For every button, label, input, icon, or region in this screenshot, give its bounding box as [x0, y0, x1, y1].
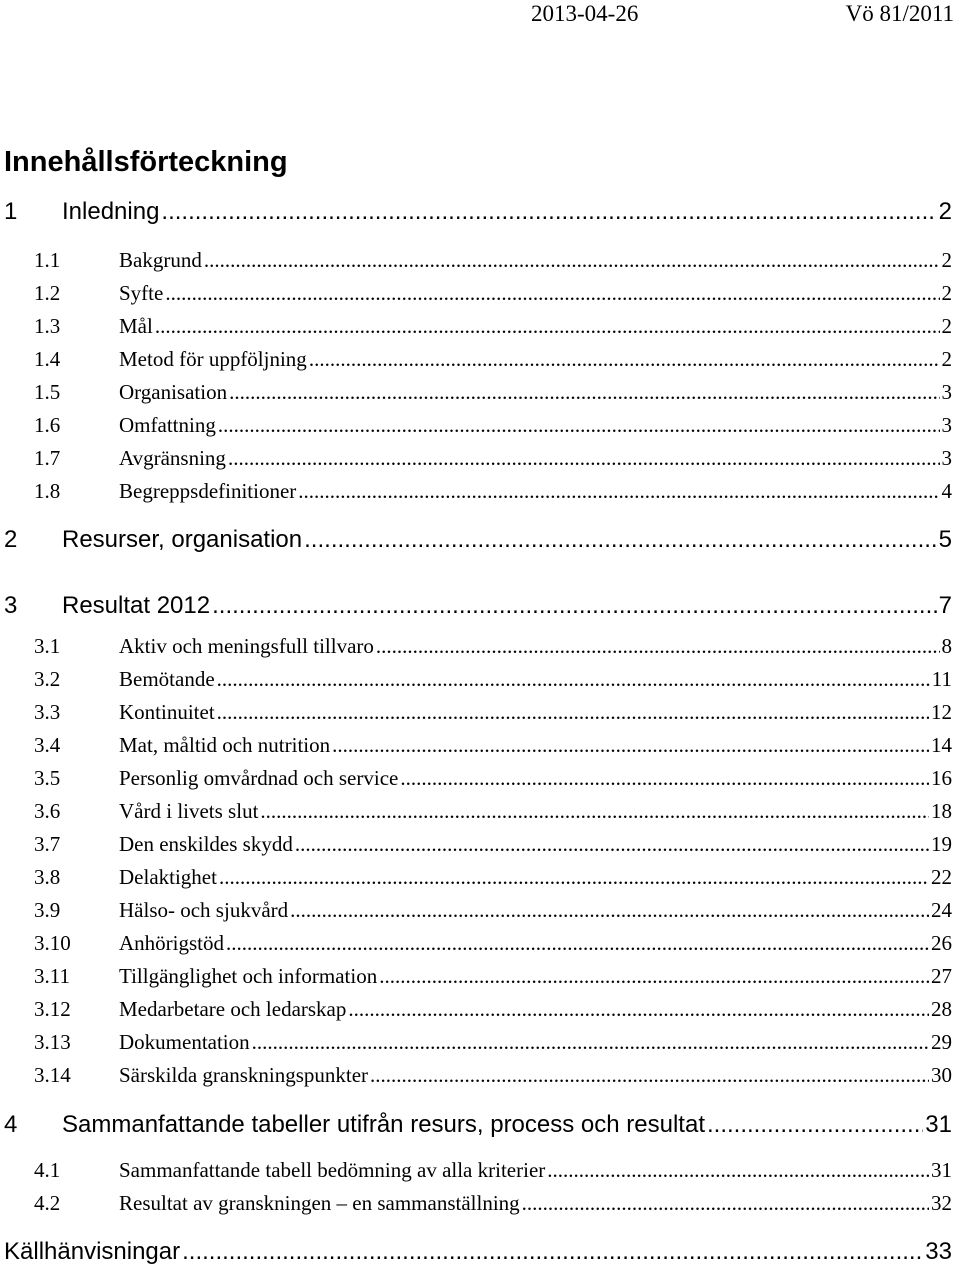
toc-entry-number: 1 — [4, 198, 18, 225]
toc-entry-number: 1.4 — [34, 347, 61, 371]
header-reference: Vö 81/2011 — [845, 1, 954, 26]
toc-entry-number: 3.10 — [34, 931, 71, 955]
toc-entry-page-number: 27 — [931, 964, 952, 988]
toc-entry-page-number: 14 — [931, 733, 952, 757]
dot-leader — [348, 997, 929, 1022]
toc-entry-page-number: 26 — [931, 931, 952, 955]
toc-entry[interactable] — [4, 198, 952, 232]
dot-leader — [304, 526, 937, 554]
toc-entry-label: Tillgänglighet och information — [119, 964, 378, 988]
dot-leader — [155, 314, 940, 339]
toc-entry-number: 3.14 — [34, 1063, 71, 1087]
toc-entry-page-number: 19 — [931, 832, 952, 856]
toc-entry-page-number: 31 — [925, 1111, 952, 1138]
toc-entry[interactable] — [4, 281, 952, 315]
toc-entry[interactable] — [4, 1191, 952, 1225]
dot-leader — [228, 446, 940, 471]
toc-entry-label: Sammanfattande tabeller utifrån resurs, process och resultat — [62, 1111, 705, 1138]
toc-entry-page-number: 2 — [938, 198, 952, 225]
toc-entry[interactable] — [4, 964, 952, 998]
toc-entry[interactable] — [4, 667, 952, 701]
toc-entry[interactable] — [4, 799, 952, 833]
toc-entry-label: Syfte — [119, 281, 164, 305]
toc-entry-label: Mål — [119, 314, 153, 338]
dot-leader — [229, 380, 939, 405]
dot-leader — [309, 347, 940, 372]
toc-entry-number: 3.11 — [34, 964, 70, 988]
toc-entry-label: Särskilda granskningspunkter — [119, 1063, 369, 1087]
dot-leader — [226, 931, 929, 956]
toc-entry[interactable] — [4, 446, 952, 480]
toc-entry[interactable] — [4, 700, 952, 734]
dot-leader — [260, 799, 929, 824]
toc-entry[interactable] — [4, 526, 952, 560]
toc-entry-label: Bemötande — [119, 667, 215, 691]
page-header — [0, 0, 960, 40]
toc-entry-page-number: 30 — [931, 1063, 952, 1087]
toc-entry-number: 3.13 — [34, 1030, 71, 1054]
dot-leader — [298, 479, 939, 504]
dot-leader — [400, 766, 929, 791]
dot-leader — [165, 281, 939, 306]
toc-entry-page-number: 31 — [931, 1158, 952, 1182]
dot-leader — [219, 865, 929, 890]
toc-entry[interactable] — [4, 314, 952, 348]
toc-entry[interactable] — [4, 380, 952, 414]
toc-entry-page-number: 29 — [931, 1030, 952, 1054]
toc-entry[interactable] — [4, 865, 952, 899]
toc-entry-number: 1.3 — [34, 314, 61, 338]
toc-entry-number: 3.3 — [34, 700, 61, 724]
toc-entry-page-number: 2 — [941, 281, 952, 305]
toc-entry-page-number: 7 — [938, 592, 952, 619]
toc-entry-number: 3.8 — [34, 865, 61, 889]
toc-entry-page-number: 8 — [941, 634, 952, 658]
dot-leader — [212, 592, 937, 620]
toc-entry-number: 3.6 — [34, 799, 61, 823]
toc-entry-label: Dokumentation — [119, 1030, 250, 1054]
toc-entry-number: 4.2 — [34, 1191, 61, 1215]
toc-entry-label: Avgränsning — [119, 446, 226, 470]
toc-entry-number: 1.5 — [34, 380, 61, 404]
toc-entry-label: Delaktighet — [119, 865, 217, 889]
toc-entry-label: Resultat 2012 — [62, 592, 211, 619]
toc-entry-number: 3.12 — [34, 997, 71, 1021]
toc-entry-label: Resurser, organisation — [62, 526, 303, 553]
toc-entry-label: Medarbetare och ledarskap — [119, 997, 347, 1021]
toc-entry-label: Den enskildes skydd — [119, 832, 293, 856]
toc-entry-number: 1.1 — [34, 248, 61, 272]
toc-entry[interactable] — [4, 898, 952, 932]
toc-entry-number: 3.7 — [34, 832, 61, 856]
toc-entry[interactable] — [4, 413, 952, 447]
toc-entry-label: Vård i livets slut — [119, 799, 259, 823]
toc-entry-number: 3.4 — [34, 733, 61, 757]
toc-entry[interactable] — [4, 1030, 952, 1064]
toc-entry-page-number: 16 — [931, 766, 952, 790]
toc-entry-page-number: 28 — [931, 997, 952, 1021]
toc-entry-label: Mat, måltid och nutrition — [119, 733, 331, 757]
toc-entry-page-number: 32 — [931, 1191, 952, 1215]
toc-entry-number: 1.8 — [34, 479, 61, 503]
toc-entry-number: 1.2 — [34, 281, 61, 305]
dot-leader — [217, 667, 930, 692]
toc-entry-label: Hälso- och sjukvård — [119, 898, 289, 922]
toc-entry[interactable] — [4, 733, 952, 767]
dot-leader — [370, 1063, 929, 1088]
toc-entry-label: Bakgrund — [119, 248, 202, 272]
toc-entry-number: 1.6 — [34, 413, 61, 437]
toc-entry[interactable] — [4, 248, 952, 282]
toc-entry-number: 4 — [4, 1111, 18, 1138]
toc-entry-page-number: 2 — [941, 248, 952, 272]
toc-entry-number: 3.5 — [34, 766, 61, 790]
toc-entry-page-number: 24 — [931, 898, 952, 922]
toc-entry-page-number: 5 — [938, 526, 952, 553]
toc-entry-page-number: 2 — [941, 347, 952, 371]
toc-entry-label: Aktiv och meningsfull tillvaro — [119, 634, 374, 658]
toc-entry-page-number: 11 — [931, 667, 952, 691]
toc-entry[interactable] — [4, 832, 952, 866]
dot-leader — [522, 1191, 929, 1216]
dot-leader — [290, 898, 929, 923]
toc-entry-label: Resultat av granskningen – en sammanställning — [119, 1191, 520, 1215]
toc-entry-page-number: 18 — [931, 799, 952, 823]
toc-entry-label: Sammanfattande tabell bedömning av alla kriterier — [119, 1158, 546, 1182]
dot-leader — [252, 1030, 929, 1055]
toc-entry-page-number: 33 — [925, 1238, 952, 1265]
dot-leader — [218, 413, 940, 438]
toc-entry-page-number: 3 — [941, 413, 952, 437]
toc-entry-page-number: 12 — [931, 700, 952, 724]
toc-entry-number: 3.1 — [34, 634, 61, 658]
toc-entry-label: Metod för uppföljning — [119, 347, 307, 371]
toc-entry-number: 2 — [4, 526, 18, 553]
toc-entry-label: Kontinuitet — [119, 700, 215, 724]
toc-entry-number: 3 — [4, 592, 18, 619]
dot-leader — [295, 832, 929, 857]
dot-leader — [161, 198, 936, 226]
toc-entry-page-number: 3 — [941, 380, 952, 404]
toc-entry-number: 1.7 — [34, 446, 61, 470]
toc-entry-page-number: 3 — [941, 446, 952, 470]
toc-entry-label: Begreppsdefinitioner — [119, 479, 297, 503]
toc-entry-number: 3.9 — [34, 898, 61, 922]
toc-entry-label: Anhörigstöd — [119, 931, 224, 955]
toc-entry[interactable] — [4, 931, 952, 965]
toc-entry-label: Organisation — [119, 380, 228, 404]
dot-leader — [547, 1158, 929, 1183]
toc-entry[interactable] — [4, 997, 952, 1031]
toc-entry-number: 4.1 — [34, 1158, 61, 1182]
dot-leader — [332, 733, 929, 758]
toc-entry[interactable] — [4, 1238, 952, 1272]
toc-entry[interactable] — [4, 1063, 952, 1097]
page-title: Innehållsförteckning — [4, 146, 288, 178]
toc-entry-page-number: 4 — [941, 479, 952, 503]
toc-entry[interactable] — [4, 479, 952, 513]
dot-leader — [182, 1238, 923, 1266]
toc-entry[interactable] — [4, 634, 952, 668]
toc-entry[interactable] — [4, 1158, 952, 1192]
toc-entry[interactable] — [4, 347, 952, 381]
toc-entry[interactable] — [4, 592, 952, 626]
dot-leader — [376, 634, 940, 659]
dot-leader — [217, 700, 929, 725]
toc-entry[interactable] — [4, 1111, 952, 1145]
toc-entry-label: Personlig omvårdnad och service — [119, 766, 399, 790]
toc-entry-label: Källhänvisningar — [4, 1238, 181, 1265]
toc-entry-page-number: 2 — [941, 314, 952, 338]
dot-leader — [379, 964, 929, 989]
toc-entry-label: Inledning — [62, 198, 160, 225]
dot-leader — [707, 1111, 923, 1139]
toc-entry-number: 3.2 — [34, 667, 61, 691]
toc-entry-label: Omfattning — [119, 413, 216, 437]
toc-entry-page-number: 22 — [931, 865, 952, 889]
header-date: 2013-04-26 — [531, 1, 639, 26]
dot-leader — [204, 248, 940, 273]
toc-entry[interactable] — [4, 766, 952, 800]
